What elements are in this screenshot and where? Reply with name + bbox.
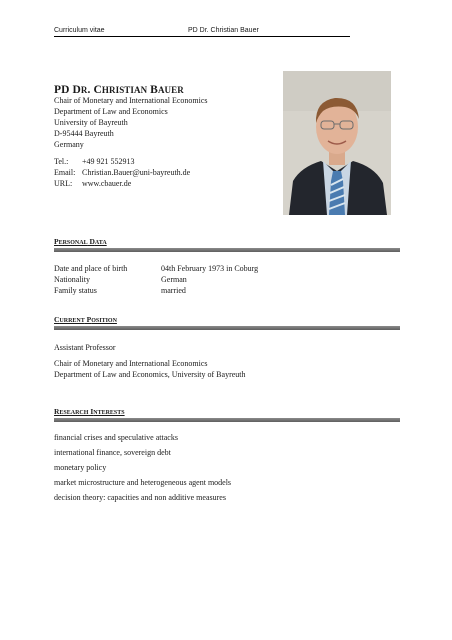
position-chair: Chair of Monetary and International Economics	[54, 359, 208, 368]
email-row	[54, 167, 190, 178]
address-line: Chair of Monetary and International Economics	[54, 96, 208, 105]
name-part: . C	[87, 84, 102, 96]
personal-data-row	[54, 285, 186, 296]
section-title-research-interests	[54, 407, 125, 418]
personal-data-key: Nationality	[54, 275, 90, 284]
header-name: PD Dr. Christian Bauer	[188, 27, 259, 34]
address-line: University of Bayreuth	[54, 118, 128, 127]
contact-block	[54, 156, 190, 189]
section-title-part: ATA	[94, 240, 107, 246]
personal-data-row	[54, 263, 258, 274]
phone-label: Tel.:	[54, 157, 69, 166]
position-title: Assistant Professor	[54, 343, 116, 352]
section-title-part: NTERESTS	[93, 410, 125, 416]
section-divider	[54, 326, 400, 330]
section-title-part: ESEARCH	[59, 410, 89, 416]
personal-data-value: married	[161, 286, 186, 295]
address-line: Department of Law and Economics	[54, 107, 168, 116]
header-title: Curriculum vitae	[54, 27, 105, 34]
personal-data-row	[54, 274, 187, 285]
address-line: Germany	[54, 140, 84, 149]
research-interest-item: monetary policy	[54, 463, 107, 472]
page-header	[54, 26, 350, 37]
section-title-part: C	[54, 315, 60, 324]
section-title-part: P	[84, 315, 92, 324]
name-part: B	[147, 84, 158, 96]
address-line: D-95444 Bayreuth	[54, 129, 114, 138]
url-link[interactable]: www.cbauer.de	[82, 179, 132, 188]
address-block	[54, 95, 208, 150]
section-title-part: OSITION	[91, 318, 117, 324]
personal-data-value: 04th February 1973 in Coburg	[161, 264, 259, 273]
personal-data-key: Family status	[54, 286, 97, 295]
personal-data-value: German	[161, 275, 187, 284]
current-position-block	[54, 342, 246, 380]
section-divider	[54, 248, 400, 252]
phone-row	[54, 156, 190, 167]
personal-data-key: Date and place of birth	[54, 264, 128, 273]
portrait-photo	[283, 71, 391, 215]
name-part: AUER	[157, 85, 184, 95]
portrait-image	[283, 71, 391, 215]
research-interest-item: international finance, sovereign debt	[54, 448, 171, 457]
section-title-part: URRENT	[59, 318, 85, 324]
phone-value: +49 921 552913	[82, 157, 135, 166]
section-title-personal-data	[54, 237, 107, 248]
research-interest-item: market microstructure and heterogeneous agent models	[54, 478, 232, 487]
research-interest-item: financial crises and speculative attacks	[54, 433, 178, 442]
section-title-current-position	[54, 315, 117, 326]
section-divider	[54, 418, 400, 422]
section-title-part: ERSONAL	[58, 240, 88, 246]
email-link[interactable]: Christian.Bauer@uni-bayreuth.de	[82, 168, 191, 177]
section-title-part: I	[88, 407, 94, 416]
name-part: R	[80, 85, 88, 95]
research-interest-item: decision theory: capacities and non additive measures	[54, 493, 226, 502]
url-label: URL:	[54, 179, 73, 188]
section-title-part: R	[54, 407, 60, 416]
name-part: HRISTIAN	[101, 85, 148, 95]
email-label: Email:	[54, 168, 76, 177]
section-title-part: D	[87, 237, 95, 246]
section-title-part: P	[54, 237, 59, 246]
url-row	[54, 178, 190, 189]
name-part: PD D	[54, 84, 81, 96]
position-department: Department of Law and Economics, University of Bayreuth	[54, 370, 246, 379]
